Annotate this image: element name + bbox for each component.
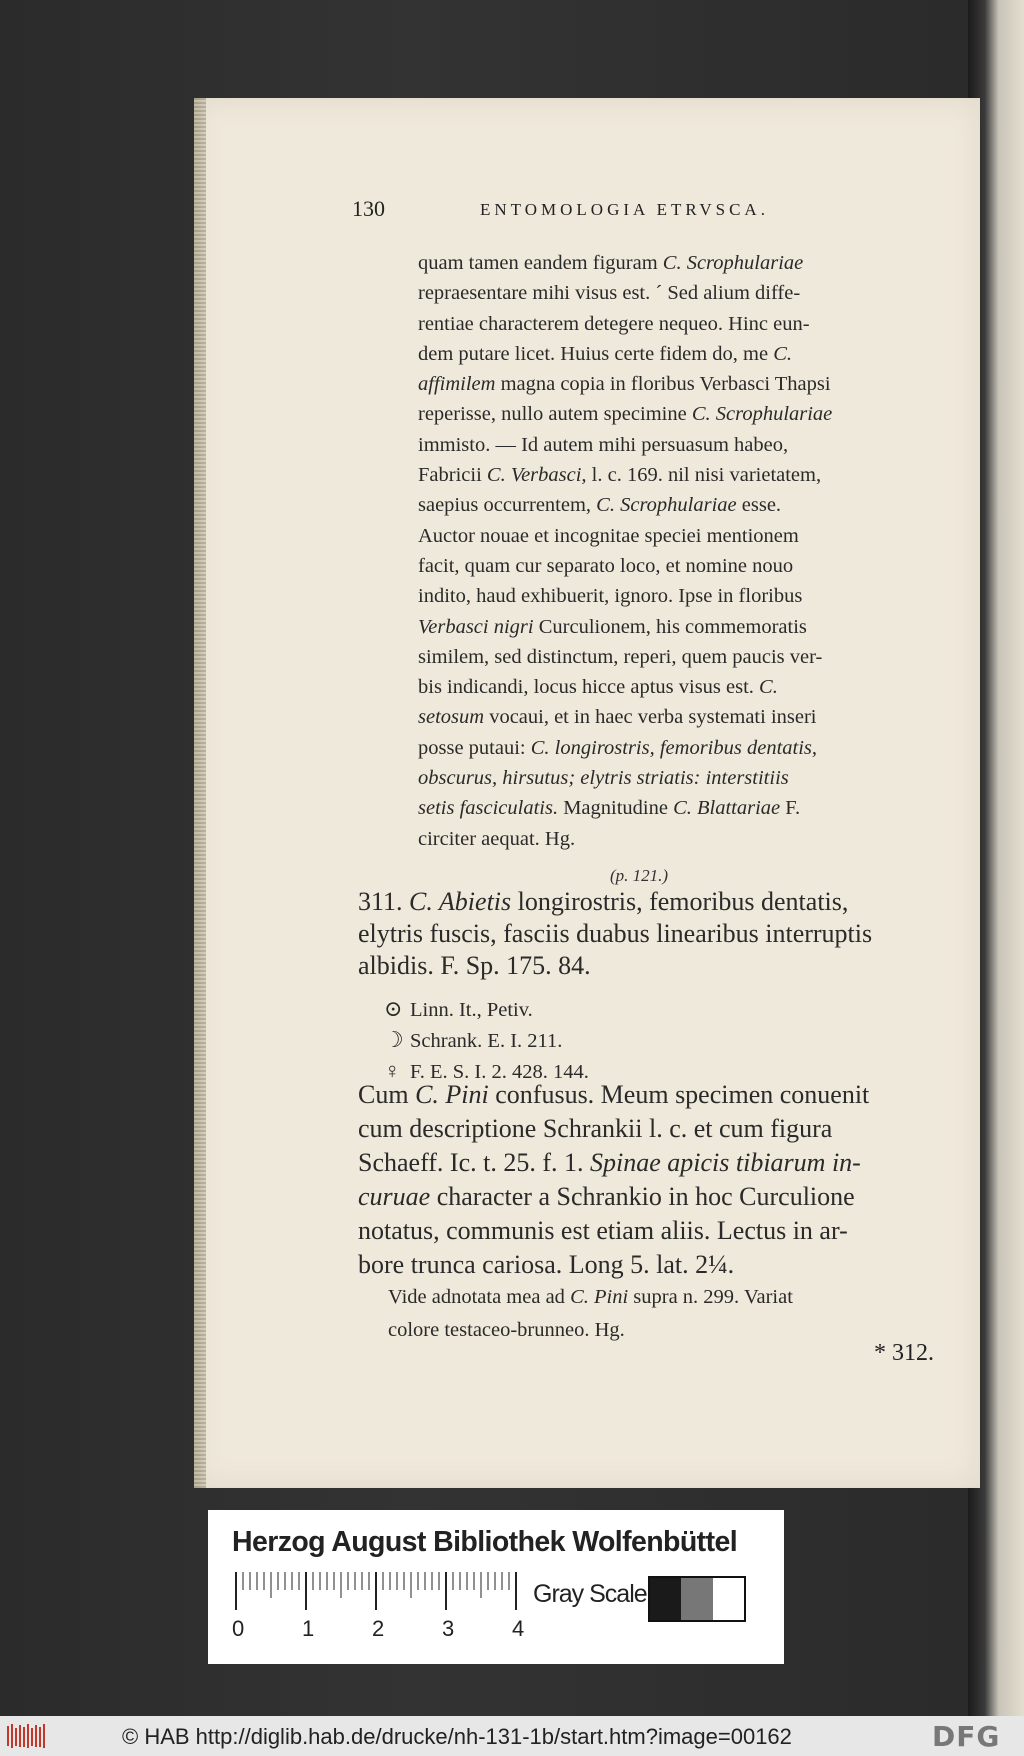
text-run: supra n. 299. Variat xyxy=(628,1286,793,1308)
text-run: Fabricii xyxy=(418,464,487,487)
species-entry-311 xyxy=(358,886,954,982)
text-run: repraesentare mihi visus est. ´ Sed alium diffe- xyxy=(418,282,801,305)
hab-logo-icon xyxy=(6,1722,46,1750)
text-run: cum descriptione Schrankii l. c. et cum figura xyxy=(358,1114,833,1143)
text-line xyxy=(418,248,952,278)
text-run: affimilem xyxy=(418,373,496,396)
text-line xyxy=(418,733,952,763)
text-run: Magnitudine xyxy=(558,797,674,820)
text-run: dem putare licet. Huius certe fidem do, me xyxy=(418,342,774,365)
text-run: curuae xyxy=(358,1182,431,1211)
text-run: C. Pini xyxy=(415,1080,489,1109)
reference-list xyxy=(384,994,784,1087)
text-run: reperisse, nullo autem specimine xyxy=(418,403,692,426)
text-line xyxy=(358,1112,954,1146)
reference-text: Schrank. E. I. 211. xyxy=(410,1030,563,1052)
text-run: C. Abietis xyxy=(409,887,512,916)
text-run: saepius occurrentem, xyxy=(418,494,597,517)
text-run: C. Scrophulariae xyxy=(662,252,804,274)
text-run: facit, quam cur separato loco, et nomine nouo xyxy=(418,554,794,577)
page-reference: (p. 121.) xyxy=(610,866,669,885)
astronomical-symbol-icon: ♀ xyxy=(384,1058,401,1083)
text-run: longirostris, femoribus dentatis, xyxy=(511,887,849,916)
text-line xyxy=(358,950,954,982)
ruler-label: 4 xyxy=(512,1616,525,1641)
text-run: C. Verbasci, xyxy=(486,464,587,487)
text-run: similem, sed distinctum, reperi, quem paucis ver- xyxy=(418,645,823,668)
text-run: elytris fuscis, fasciis duabus linearibus interruptis xyxy=(358,919,873,948)
text-line xyxy=(388,1314,954,1347)
gray-swatch xyxy=(713,1578,744,1620)
astronomical-symbol-icon: ⊙ xyxy=(384,996,403,1021)
library-name: Herzog August Bibliothek Wolfenbüttel xyxy=(232,1526,738,1558)
dfg-logo: DFG xyxy=(932,1720,1001,1753)
text-run: confusus. Meum specimen conuenit xyxy=(488,1080,870,1109)
text-run: colore testaceo-brunneo. Hg. xyxy=(388,1319,625,1341)
text-line xyxy=(418,278,952,308)
text-line xyxy=(418,521,952,551)
ruler-labels xyxy=(228,1616,528,1642)
text-run: setosum xyxy=(418,706,485,729)
text-line xyxy=(358,1248,954,1282)
text-line xyxy=(358,1146,954,1180)
ruler-label: 0 xyxy=(232,1616,245,1641)
gray-swatch xyxy=(650,1578,681,1620)
text-run: obscurus, hirsutus; elytris striatis: interstitiis xyxy=(418,767,789,790)
text-run: magna copia in floribus Verbasci Thapsi xyxy=(495,373,831,396)
text-line xyxy=(358,1078,954,1112)
text-run: immisto. — Id autem mihi persuasum habeo, xyxy=(418,433,789,456)
ruler-label: 1 xyxy=(302,1616,315,1641)
text-run: C. Scrophulariae xyxy=(596,494,737,517)
reference-text: F. E. S. I. 2. 428. 144. xyxy=(410,1061,589,1083)
astronomical-symbol-icon: ☽ xyxy=(384,1027,404,1052)
text-run: quam tamen eandem figuram xyxy=(418,252,663,274)
ruler-label: 3 xyxy=(442,1616,455,1641)
text-line xyxy=(418,551,952,581)
text-run: rentiae characterem detegere nequeo. Hinc eun- xyxy=(418,312,810,335)
text-run: bis indicandi, locus hicce aptus visus est. xyxy=(418,676,760,699)
text-line xyxy=(418,490,952,520)
text-line xyxy=(418,430,952,460)
gray-swatch xyxy=(681,1578,712,1620)
color-calibration-card xyxy=(208,1510,784,1664)
text-line xyxy=(418,612,952,642)
source-url[interactable]: © HAB http://diglib.hab.de/drucke/nh-131-1b/start.htm?image=00162 xyxy=(122,1724,792,1749)
reference-line xyxy=(384,994,784,1025)
text-run: Curculionem, his commemoratis xyxy=(533,615,807,638)
text-line xyxy=(358,1214,954,1248)
page-header xyxy=(352,196,952,226)
text-line xyxy=(418,702,952,732)
text-run: vocaui, et in haec verba systemati inseri xyxy=(484,706,817,729)
species-note xyxy=(388,1281,954,1347)
text-run: C. longirostris, femoribus dentatis, xyxy=(530,736,818,759)
text-run: Verbasci nigri xyxy=(418,615,534,638)
text-run: circiter aequat. Hg. xyxy=(418,827,576,850)
text-line xyxy=(418,793,952,823)
text-run: notatus, communis est etiam aliis. Lectus in ar- xyxy=(358,1216,848,1245)
text-run: F. xyxy=(780,797,801,820)
text-line xyxy=(418,399,952,429)
page-binding-edge xyxy=(194,98,206,1488)
text-run: albidis. F. Sp. 175. 84. xyxy=(358,951,591,980)
text-run: Vide adnotata mea ad xyxy=(388,1286,571,1308)
text-run: posse putaui: xyxy=(418,736,531,759)
running-title: ENTOMOLOGIA ETRVSCA. xyxy=(480,200,769,219)
text-run: C. Pini xyxy=(570,1286,629,1308)
species-commentary xyxy=(358,1078,954,1282)
text-line xyxy=(358,918,954,950)
text-line xyxy=(388,1281,954,1314)
text-run: Cum xyxy=(358,1080,416,1109)
reference-line xyxy=(384,1025,784,1056)
reference-text: Linn. It., Petiv. xyxy=(410,999,533,1021)
text-run: C. Scrophulariae xyxy=(691,403,833,426)
text-run: C. Blattariae xyxy=(673,797,781,820)
text-line xyxy=(418,369,952,399)
gray-scale-label: Gray Scale xyxy=(533,1580,647,1608)
text-line xyxy=(358,886,954,918)
text-run: bore trunca cariosa. Long 5. lat. 2¼. xyxy=(358,1250,735,1279)
text-line xyxy=(418,339,952,369)
text-run: 311. xyxy=(358,887,410,916)
text-line xyxy=(418,581,952,611)
text-line xyxy=(418,824,952,854)
viewer-footer xyxy=(0,1716,1024,1756)
text-line xyxy=(418,672,952,702)
text-line xyxy=(418,309,952,339)
catchword: * 312. xyxy=(874,1340,934,1366)
ruler-label: 2 xyxy=(372,1616,385,1641)
text-line xyxy=(418,763,952,793)
text-line xyxy=(358,1180,954,1214)
text-run: character a Schrankio in hoc Curculione xyxy=(430,1182,855,1211)
text-run: C. xyxy=(759,676,778,699)
text-line xyxy=(418,460,952,490)
text-run: esse. xyxy=(736,494,782,517)
text-run: Schaeff. Ic. t. 25. f. 1. xyxy=(358,1148,591,1177)
text-run: Spinae apicis tibiarum in- xyxy=(590,1148,861,1177)
gray-scale-swatches xyxy=(648,1576,746,1622)
text-run: Auctor nouae et incognitae speciei mentionem xyxy=(418,524,799,547)
text-run: C. xyxy=(773,342,793,365)
text-run: indito, haud exhibuerit, ignoro. Ipse in floribus xyxy=(418,585,803,608)
body-paragraph xyxy=(418,248,952,854)
text-run: l. c. 169. nil nisi varietatem, xyxy=(586,464,822,487)
page-number: 130 xyxy=(352,196,385,221)
text-run: setis fasciculatis. xyxy=(418,797,559,820)
text-line xyxy=(418,642,952,672)
ruler-scale xyxy=(234,1572,524,1612)
